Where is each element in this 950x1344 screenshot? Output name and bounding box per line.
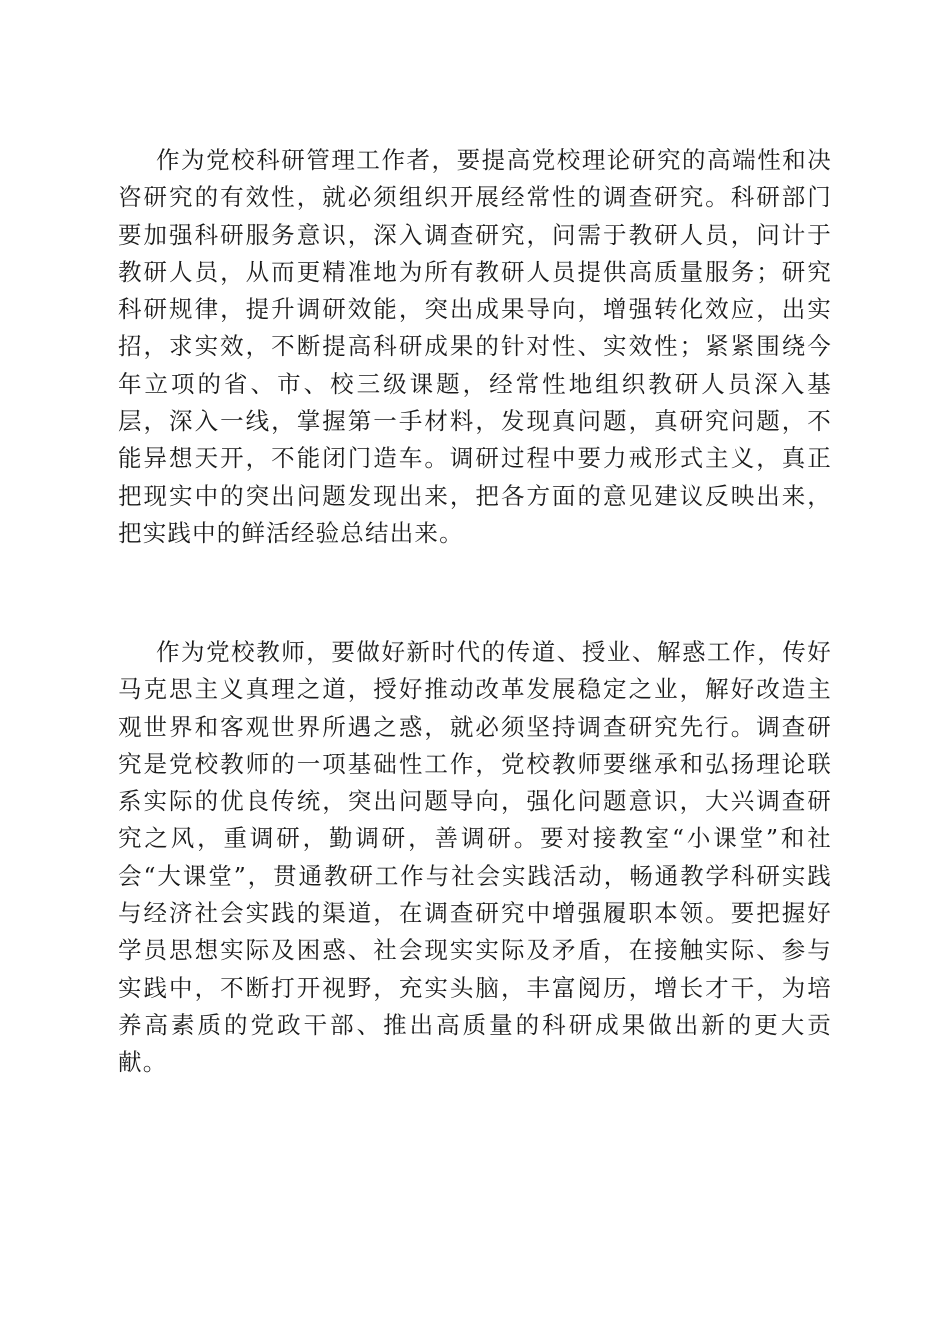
paragraph-research-management: 作为党校科研管理工作者，要提高党校理论研究的高端性和决咨研究的有效性，就必须组织开展经常性的调查研究。科研部门要加强科研服务意识，深入调查研究，问需于教研人员，问计于教研人员，从而更精准地为所有教研人员提供高质量服务；研究科研规律，提升调研效能，突出成果导向，增强转化效应，出实招，求实效，不断提高科研成果的针对性、实效性；紧紧围绕今年立项的省、市、校三级课题，经常性地组织教研人员深入基层，深入一线，掌握第一手材料，发现真问题，真研究问题，不能异想天开，不能闭门造车。调研过程中要力戒形式主义，真正把现实中的突出问题发现出来，把各方面的意见建议反映出来，把实践中的鲜活经验总结出来。 [118,146,832,547]
paragraph-party-school-teachers: 作为党校教师，要做好新时代的传道、授业、解惑工作，传好马克思主义真理之道，授好推动改革发展稳定之业，解好改造主观世界和客观世界所遇之惑，就必须坚持调查研究先行。调查研究是党校教师的一项基础性工作，党校教师要继承和弘扬理论联系实际的优良传统，突出问题导向，强化问题意识，大兴调查研究之风，重调研，勤调研，善调研。要对接教室“小课堂”和社会“大课堂”，贯通教研工作与社会实践活动，畅通教学科研实践与经济社会实践的渠道，在调查研究中增强履职本领。要把握好学员思想实际及困惑、社会现实实际及矛盾，在接触实际、参与实践中，不断打开视野，充实头脑，丰富阅历，增长才干，为培养高素质的党政干部、推出高质量的科研成果做出新的更大贡献。 [118,638,832,1077]
